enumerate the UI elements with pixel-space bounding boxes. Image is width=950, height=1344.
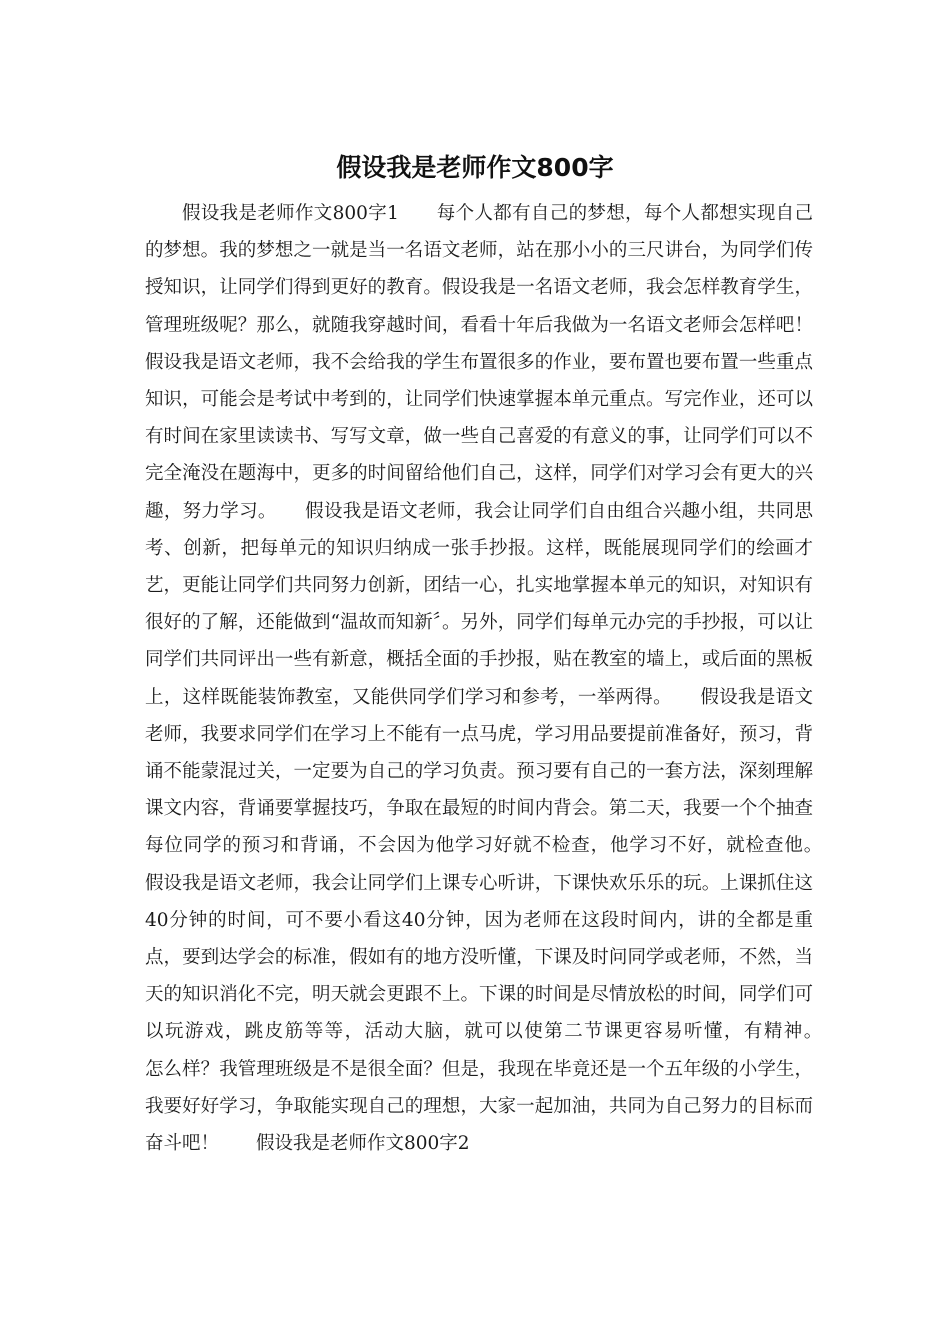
document-title: 假设我是老师作文800字 [336, 153, 614, 182]
document-body: 假设我是老师作文800字1 每个人都有自己的梦想，每个人都想实现自己的梦想。我的梦想之一就是当一名语文老师，站在那小小的三尺讲台，为同学们传授知识，让同学们得到更好的教育。假设我是一名语文老师，我会怎样教育学生，管理班级呢？那么，就随我穿越时间，看看十年后我做为一名语文老师会怎样吧！ 假设我是语文老师，我不会给我的学生布置很多的作业，要布置也要布置一些重点知识，可能会是考试中考到的，让同学们快速掌握本单元重点。写完作业，还可以有时间在家里读读书、写写文章，做一些自己喜爱的有意义的事，让同学们可以不完全淹没在题海中，更多的时间留给他们自己，这样，同学们对学习会有更大的兴趣，努力学习。 假设我是语文老师，我会让同学们自由组合兴趣小组，共同思考、创新，把每单元的知识归纳成一张手抄报。这样，既能展现同学们的绘画才艺，更能让同学们共同努力创新，团结一心，扎实地掌握本单元的知识，对知识有很好的了解，还能做到“温故而知新〞。另外，同学们每单元办完的手抄报，可以让同学们共同评出一些有新意，概括全面的手抄报，贴在教室的墙上，或后面的黑板上，这样既能装饰教室，又能供同学们学习和参考，一举两得。 假设我是语文老师，我要求同学们在学习上不能有一点马虎，学习用品要提前准备好，预习，背诵不能蒙混过关，一定要为自己的学习负责。预习要有自己的一套方法，深刻理解课文内容，背诵要掌握技巧，争取在最短的时间内背会。第二天，我要一个个抽查每位同学的预习和背诵，不会因为他学习好就不检查，他学习不好，就检查他。 假设我是语文老师，我会让同学们上课专心听讲，下课快欢乐乐的玩。上课抓住这40分钟的时间，可不要小看这40分钟，因为老师在这段时间内，讲的全都是重点，要到达学会的标准，假如有的地方没听懂，下课及时问同学或老师，不然，当天的知识消化不完，明天就会更跟不上。下课的时间是尽情放松的时间，同学们可以玩游戏，跳皮筋等等，活动大脑，就可以使第二节课更容易听懂，有精神。 怎么样？我管理班级是不是很全面？但是，我现在毕竟还是一个五年级的小学生，我要好好学习，争取能实现自己的理想，大家一起加油，共同为自己努力的目标而奋斗吧！ 假设我是老师作文800字2 [145, 203, 851, 1155]
